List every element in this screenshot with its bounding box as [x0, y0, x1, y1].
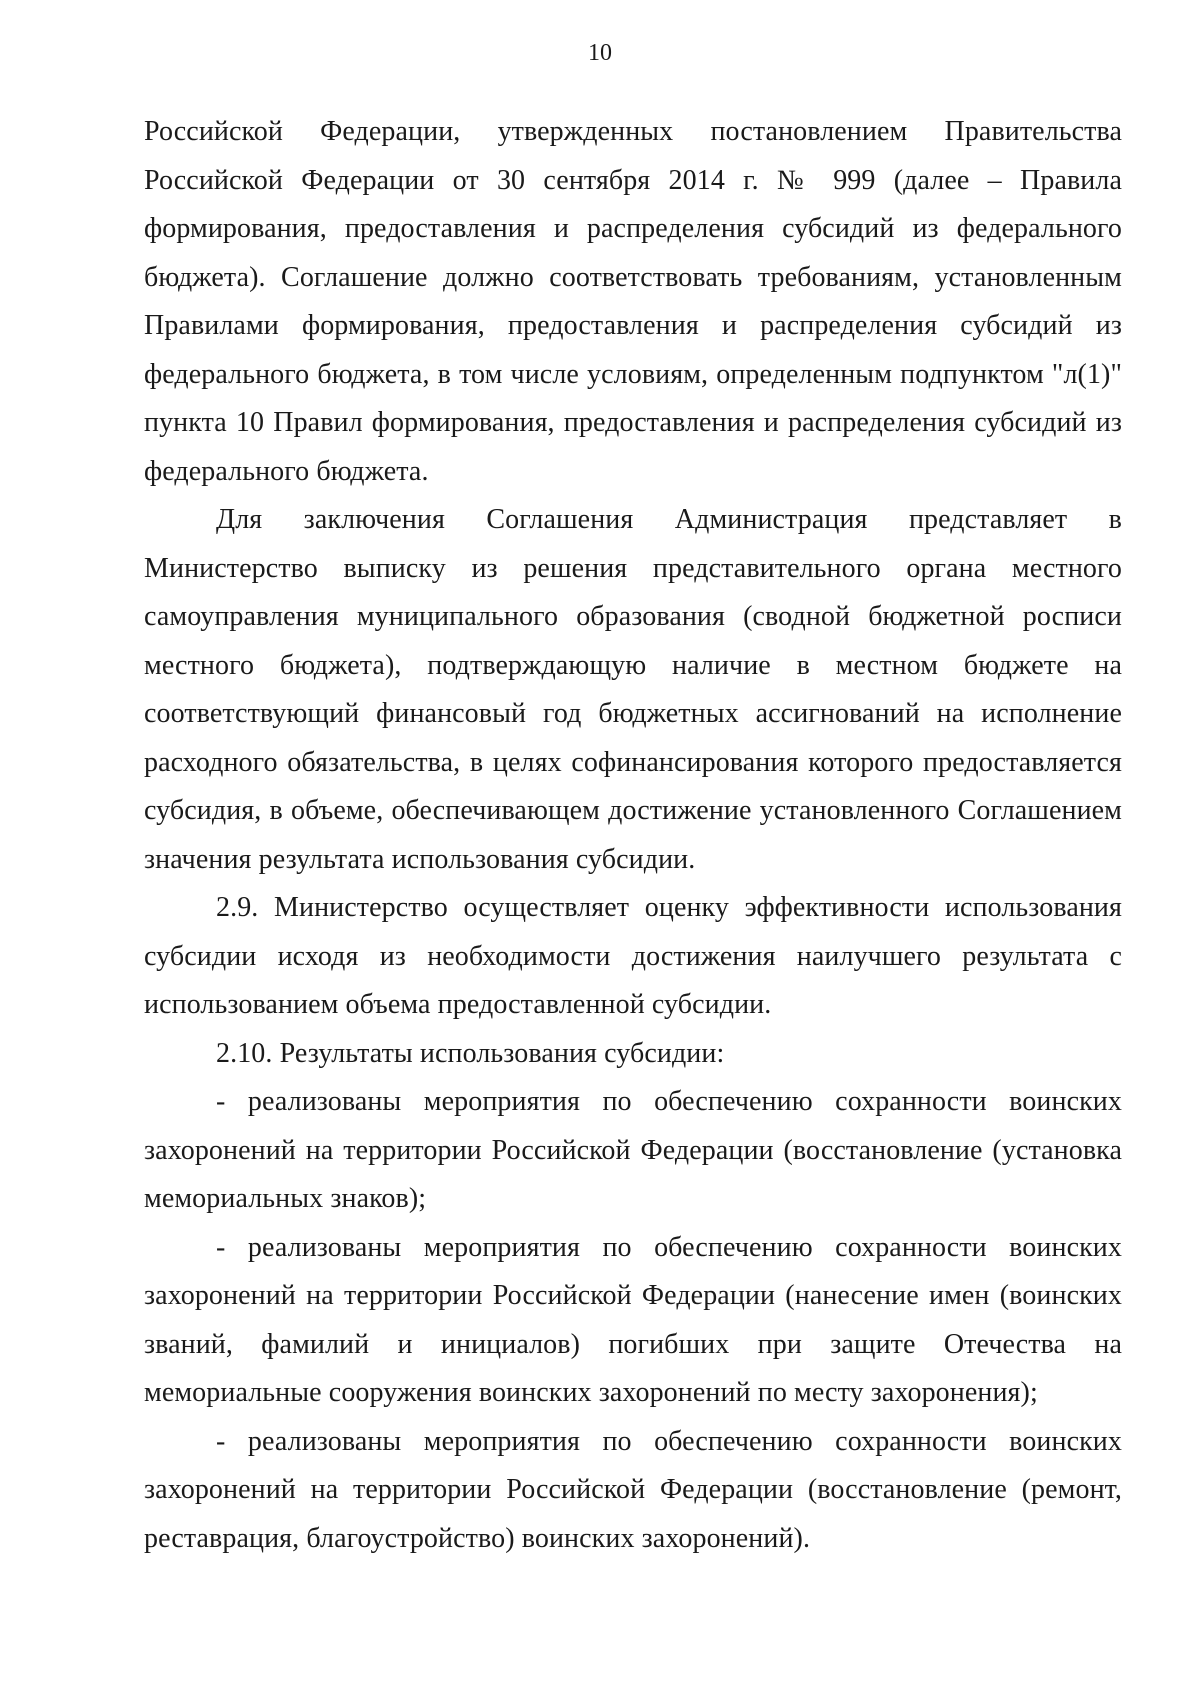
- paragraph-2-10-heading: 2.10. Результаты использования субсидии:: [216, 1037, 725, 1069]
- list-item-result-3: - реализованы мероприятия по обеспечению сохранности воинских захоронений на территории Российской Федерации (восстановление (ремонт, реставрация, благоустройство) воинских захоронений).: [144, 1425, 1122, 1554]
- list-item-result-1: - реализованы мероприятия по обеспечению сохранности воинских захоронений на территории Российской Федерации (восстановление (установка мемориальных знаков);: [144, 1086, 1122, 1214]
- document-body: [144, 108, 1122, 1563]
- paragraph-continuation: Российской Федерации, утвержденных постановлением Правительства Российской Федерации от 30 сентября 2014 г. № 999 (далее – Правила формирования, предоставления и распределения субсидий из федерального бюджета). Соглашение должно соответствовать требованиям, установленным Правилами формирования, предоставления и распределения субсидий из федерального бюджета, в том числе условиям, определенным подпунктом "л(1)" пункта 10 Правил формирования, предоставления и распределения субсидий из федерального бюджета.: [144, 116, 1122, 487]
- list-item-result-2: - реализованы мероприятия по обеспечению сохранности воинских захоронений на территории Российской Федерации (нанесение имен (воинских званий, фамилий и инициалов) погибших при защите Отечества на мемориальные сооружения воинских захоронений по месту захоронения);: [144, 1231, 1122, 1408]
- page-number: 10: [588, 40, 612, 66]
- paragraph-2-9: 2.9. Министерство осуществляет оценку эффективности использования субсидии исходя из необходимости достижения наилучшего результата с использованием объема предоставленной субсидии.: [144, 892, 1122, 1020]
- paragraph-agreement-conclusion: Для заключения Соглашения Администрация представляет в Министерство выписку из решения представительного органа местного самоуправления муниципального образования (сводной бюджетной росписи местного бюджета), подтверждающую наличие в местном бюджете на соответствующий финансовый год бюджетных ассигнований на исполнение расходного обязательства, в целях софинансирования которого предоставляется субсидия, в объеме, обеспечивающем достижение установленного Соглашением значения результата использования субсидии.: [144, 504, 1122, 875]
